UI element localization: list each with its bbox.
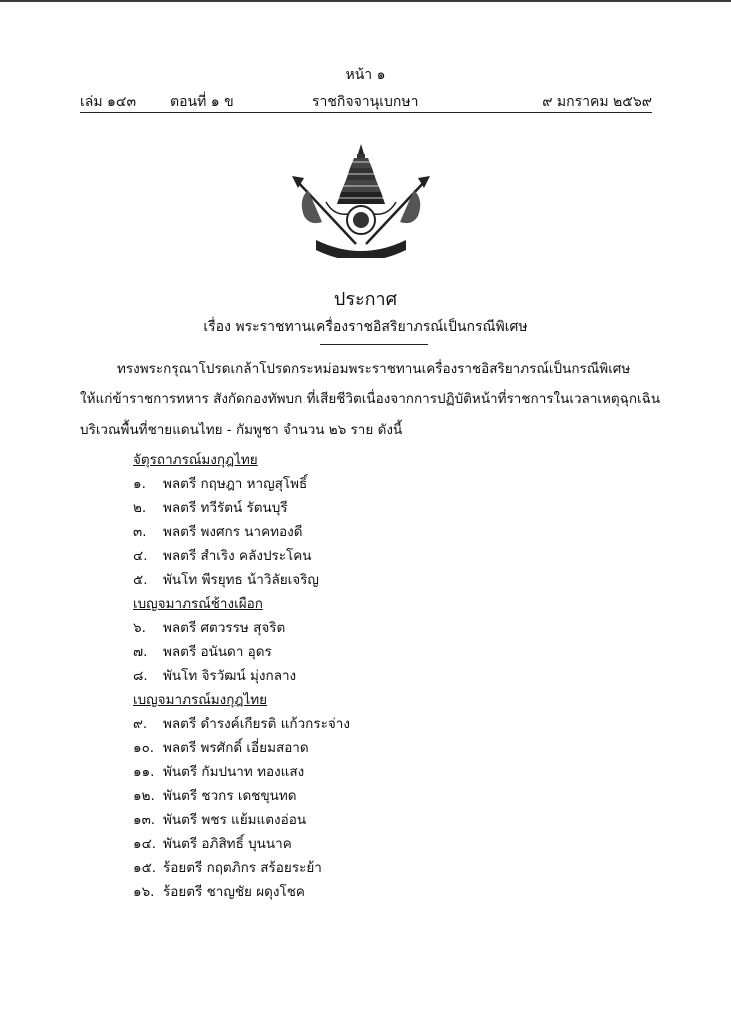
announcement-title: ประกาศ (333, 289, 398, 310)
announcement-subject: เรื่อง พระราชทานเครื่องราชอิสริยาภรณ์เป็นกรณีพิเศษ (203, 319, 528, 335)
list-item (133, 520, 302, 542)
list-item (133, 880, 305, 902)
item-name: พลตรี พงศกร นาคทองดี (163, 524, 303, 540)
item-number: ๑๕. (133, 860, 157, 876)
section-title: เบญจมาภรณ์ช้างเผือก (133, 596, 263, 612)
item-name: พันตรี อภิสิทธิ์ บุนนาค (163, 836, 292, 852)
item-number: ๙. (133, 716, 148, 732)
list-item (133, 712, 350, 734)
list-item (133, 496, 288, 518)
item-number: ๑๖. (133, 884, 155, 900)
item-name: พันโท จิรวัฒน์ มุ่งกลาง (163, 668, 297, 684)
item-number: ๑๑. (133, 764, 155, 780)
item-number: ๑๒. (133, 788, 155, 804)
item-number: ๕. (133, 572, 148, 588)
list-item (133, 808, 306, 830)
item-number: ๑๓. (133, 812, 156, 828)
list-item (133, 664, 296, 686)
part-label: ตอนที่ ๑ ข (170, 94, 234, 110)
header-rule (80, 112, 652, 113)
list-item (133, 856, 322, 878)
list-item (133, 760, 304, 782)
item-name: พลตรี ทวีรัตน์ รัตนบุรี (163, 500, 288, 516)
volume-label: เล่ม ๑๔๓ (80, 94, 137, 110)
item-name: ร้อยตรี กฤตภิกร สร้อยระย้า (163, 860, 322, 876)
list-item (133, 568, 319, 590)
item-name: พลตรี สำเริง คลังประโคน (163, 548, 312, 564)
item-name: พลตรี กฤษฎา หาญสุโพธิ์ (163, 476, 308, 492)
royal-emblem-icon (286, 140, 436, 258)
page-number: หน้า ๑ (345, 67, 386, 83)
item-name: ร้อยตรี ชาญชัย ผดุงโชค (163, 884, 305, 900)
top-border (0, 0, 731, 2)
list-item (133, 616, 285, 638)
item-number: ๗. (133, 644, 148, 660)
list-item (133, 832, 292, 854)
item-number: ๑๐. (133, 740, 155, 756)
item-number: ๒. (133, 500, 147, 516)
body-line: ทรงพระกรุณาโปรดเกล้าโปรดกระหม่อมพระราชทานเครื่องราชอิสริยาภรณ์เป็นกรณีพิเศษ (117, 361, 631, 377)
item-name: พันตรี กัมปนาท ทองแสง (163, 764, 305, 780)
item-number: ๘. (133, 668, 148, 684)
list-item (133, 472, 307, 494)
list-item (133, 640, 272, 662)
body-line: ให้แก่ข้าราชการทหาร สังกัดกองทัพบก ที่เสียชีวิตเนื่องจากการปฏิบัติหน้าที่ราชการในเวลาเหตุฉุกเฉิน (80, 391, 661, 407)
body-line: บริเวณพื้นที่ชายแดนไทย - กัมพูชา จำนวน ๒๖ ราย ดังนี้ (80, 422, 403, 438)
item-name: พลตรี ดำรงค์เกียรติ แก้วกระจ่าง (163, 716, 350, 732)
list-item (133, 736, 309, 758)
section-title: จัตุรถาภรณ์มงกุฎไทย (133, 452, 258, 468)
item-number: ๓. (133, 524, 147, 540)
issue-date: ๙ มกราคม ๒๕๖๙ (542, 94, 652, 110)
item-name: พลตรี อนันดา อุดร (163, 644, 272, 660)
list-item (133, 784, 297, 806)
item-number: ๑๔. (133, 836, 157, 852)
item-name: พันตรี พชร แย้มแตงอ่อน (163, 812, 307, 828)
section-title: เบญจมาภรณ์มงกุฎไทย (133, 692, 268, 708)
list-item (133, 544, 312, 566)
item-number: ๖. (133, 620, 146, 636)
item-number: ๑. (133, 476, 146, 492)
item-number: ๔. (133, 548, 148, 564)
subject-rule (320, 344, 428, 345)
item-name: พลตรี ศตวรรษ สุจริต (163, 620, 286, 636)
item-name: พลตรี พรศักดิ์ เอี่ยมสอาด (163, 740, 309, 756)
item-name: พันตรี ชวกร เดชขุนทด (163, 788, 297, 804)
gazette-name: ราชกิจจานุเบกษา (312, 94, 419, 110)
item-name: พันโท พีรยุทธ น้าวิลัยเจริญ (163, 572, 319, 588)
